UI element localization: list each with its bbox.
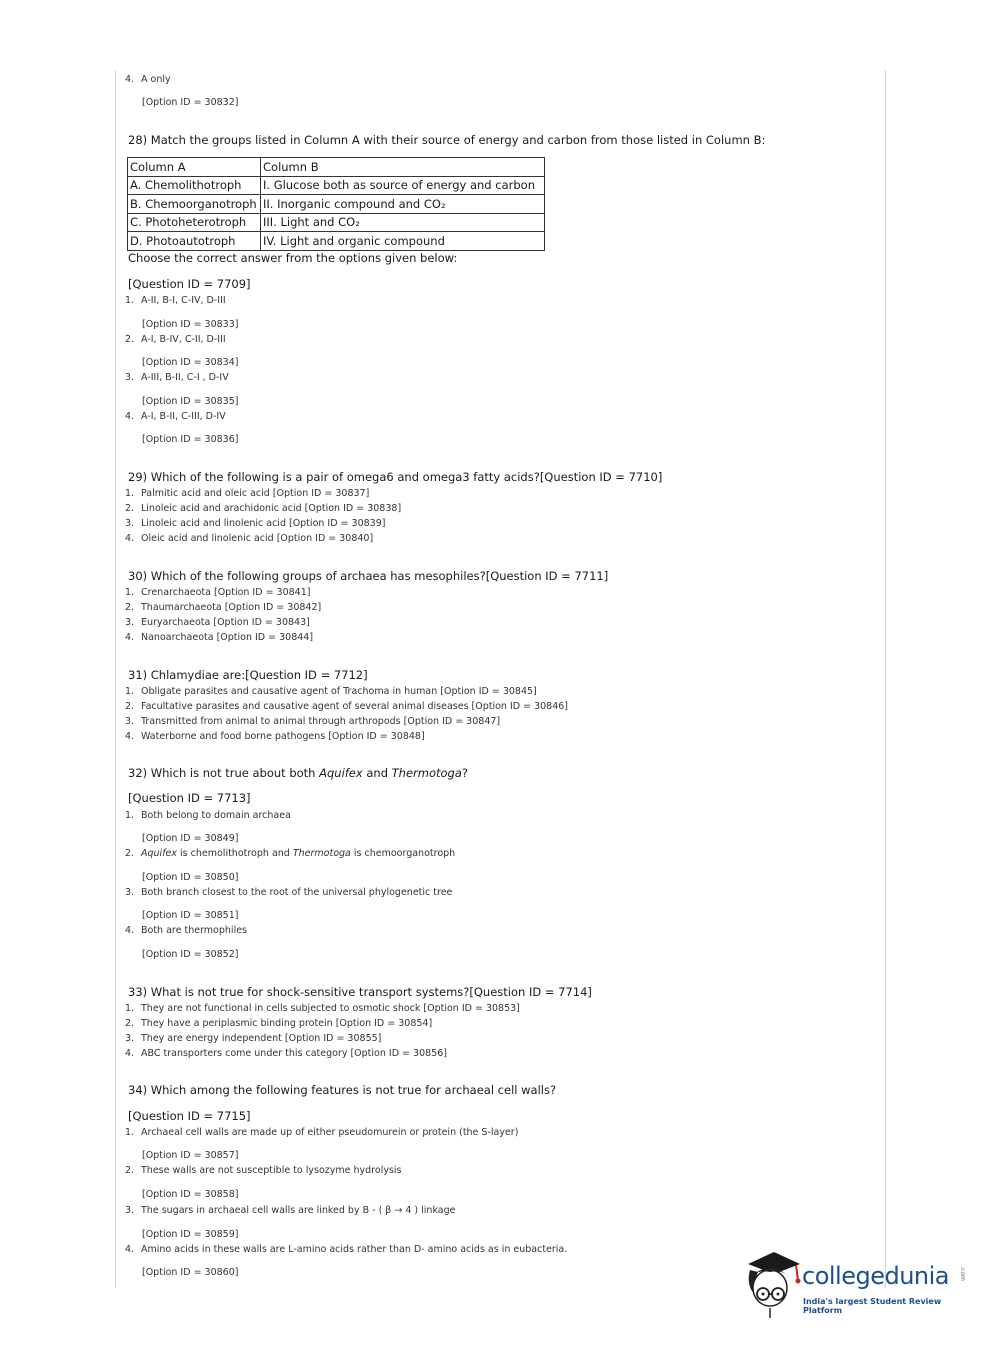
table-cell: B. Chemoorganotroph (128, 195, 261, 214)
table-cell: A. Chemolithotroph (128, 176, 261, 195)
option-item: 3. They are energy independent [Option ID = 30855] (125, 1033, 382, 1044)
option-item: 1. Obligate parasites and causative agent of Trachoma in human [Option ID = 30845] (125, 686, 537, 697)
table-row (128, 195, 545, 214)
table-cell: Column B (261, 158, 545, 177)
option-item: 4. Amino acids in these walls are L-amino acids rather than D- amino acids as in eubacteria. (125, 1244, 568, 1255)
logo-domain: .com (958, 1266, 966, 1281)
option-id: [Option ID = 30850] (142, 872, 239, 883)
option-id: [Option ID = 30836] (142, 434, 239, 445)
option-item: 2. Linoleic acid and arachidonic acid [Option ID = 30838] (125, 503, 402, 514)
question-id: [Question ID = 7715] (128, 1109, 251, 1123)
question-id: [Question ID = 7709] (128, 277, 251, 291)
option-id: [Option ID = 30851] (142, 910, 239, 921)
option-id: [Option ID = 30832] (142, 97, 239, 108)
question-28-title: 28) Match the groups listed in Column A with their source of energy and carbon from those listed in Column B: (128, 133, 766, 147)
option-item: 2. Facultative parasites and causative agent of several animal diseases [Option ID = 30846] (125, 701, 569, 712)
option-id: [Option ID = 30852] (142, 949, 239, 960)
match-table (127, 157, 545, 251)
option-id: [Option ID = 30857] (142, 1150, 239, 1161)
table-cell: C. Photoheterotroph (128, 213, 261, 232)
logo-tagline: India's largest Student Review Platform (803, 1297, 942, 1315)
option-item: 1. A-II, B-I, C-IV, D-III (125, 295, 226, 306)
question-29-title: 29) Which of the following is a pair of omega6 and omega3 fatty acids?[Question ID = 7710] (128, 470, 663, 484)
option-item: 2. These walls are not susceptible to lysozyme hydrolysis (125, 1165, 402, 1176)
option-item: 4. Oleic acid and linolenic acid [Option ID = 30840] (125, 533, 374, 544)
left-margin-rule (115, 70, 116, 1288)
question-31-title: 31) Chlamydiae are:[Question ID = 7712] (128, 668, 368, 682)
option-item: 1. Crenarchaeota [Option ID = 30841] (125, 587, 311, 598)
option-id: [Option ID = 30859] (142, 1229, 239, 1240)
table-row (128, 176, 545, 195)
option-item: 1. Both belong to domain archaea (125, 810, 291, 821)
table-row (128, 232, 545, 251)
option-item: 4. Both are thermophiles (125, 925, 247, 936)
option-item: 3. Euryarchaeota [Option ID = 30843] (125, 617, 310, 628)
table-cell: Column A (128, 158, 261, 177)
option-item: 4. A only (125, 74, 171, 85)
option-item: 1. They are not functional in cells subjected to osmotic shock [Option ID = 30853] (125, 1003, 520, 1014)
question-33-title: 33) What is not true for shock-sensitive transport systems?[Question ID = 7714] (128, 985, 592, 999)
option-item: 2. Aquifex is chemolithotroph and Thermotoga is chemoorganotroph (125, 848, 456, 859)
option-item: 3. The sugars in archaeal cell walls are linked by B - ( β → 4 ) linkage (125, 1205, 456, 1216)
option-id: [Option ID = 30860] (142, 1267, 239, 1278)
table-cell: IV. Light and organic compound (261, 232, 545, 251)
table-row (128, 213, 545, 232)
option-id: [Option ID = 30833] (142, 319, 239, 330)
question-30-title: 30) Which of the following groups of archaea has mesophiles?[Question ID = 7711] (128, 569, 609, 583)
option-item: 3. Transmitted from animal to animal through arthropods [Option ID = 30847] (125, 716, 501, 727)
option-item: 2. A-I, B-IV, C-II, D-III (125, 334, 226, 345)
option-item: 3. Both branch closest to the root of the universal phylogenetic tree (125, 887, 453, 898)
option-item: 3. Linoleic acid and linolenic acid [Option ID = 30839] (125, 518, 386, 529)
option-item: 1. Palmitic acid and oleic acid [Option ID = 30837] (125, 488, 370, 499)
option-item: 1. Archaeal cell walls are made up of either pseudomurein or protein (the S-layer) (125, 1127, 519, 1138)
question-id: [Question ID = 7713] (128, 791, 251, 805)
question-34-title: 34) Which among the following features is not true for archaeal cell walls? (128, 1083, 557, 1097)
question-32-title: 32) Which is not true about both Aquifex and Thermotoga? (128, 766, 469, 780)
collegedunia-logo[interactable] (740, 1250, 970, 1320)
question-28-instruction: Choose the correct answer from the options given below: (128, 251, 458, 265)
mascot-icon (740, 1250, 802, 1320)
option-id: [Option ID = 30834] (142, 357, 239, 368)
table-cell: I. Glucose both as source of energy and carbon (261, 176, 545, 195)
option-id: [Option ID = 30858] (142, 1189, 239, 1200)
right-margin-rule (885, 70, 886, 1288)
logo-wordmark: collegedunia (802, 1262, 950, 1290)
table-cell: III. Light and CO₂ (261, 213, 545, 232)
option-id: [Option ID = 30849] (142, 833, 239, 844)
option-id: [Option ID = 30835] (142, 396, 239, 407)
option-item: 4. ABC transporters come under this category [Option ID = 30856] (125, 1048, 447, 1059)
option-item: 3. A-III, B-II, C-I , D-IV (125, 372, 229, 383)
option-item: 2. Thaumarchaeota [Option ID = 30842] (125, 602, 322, 613)
table-row (128, 158, 545, 177)
table-cell: II. Inorganic compound and CO₂ (261, 195, 545, 214)
option-item: 4. A-I, B-II, C-III, D-IV (125, 411, 226, 422)
option-item: 4. Waterborne and food borne pathogens [Option ID = 30848] (125, 731, 425, 742)
option-item: 2. They have a periplasmic binding protein [Option ID = 30854] (125, 1018, 433, 1029)
option-item: 4. Nanoarchaeota [Option ID = 30844] (125, 632, 314, 643)
table-cell: D. Photoautotroph (128, 232, 261, 251)
